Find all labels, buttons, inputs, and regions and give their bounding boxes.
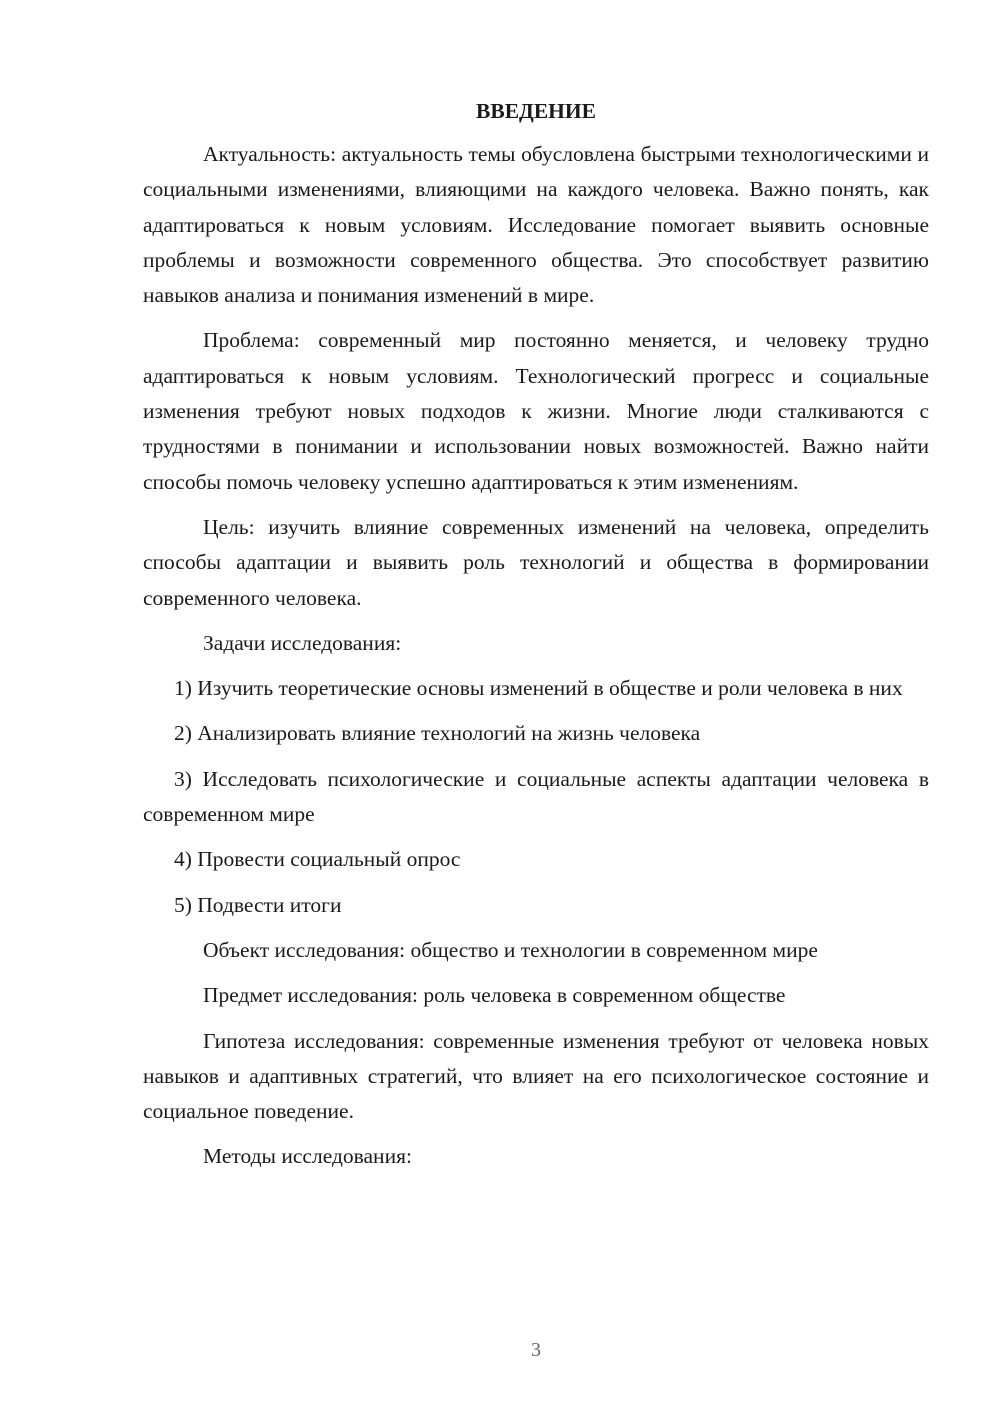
goal-paragraph: Цель: изучить влияние современных изменений на человека, определить способы адаптации и выявить роль технологий и общества в формировании современного человека. bbox=[143, 514, 929, 610]
hypothesis-paragraph: Гипотеза исследования: современные изменения требуют от человека новых навыков и адаптивных стратегий, что влияет на его психологическое состояние и социальное поведение. bbox=[143, 1028, 929, 1124]
methods-heading: Методы исследования: bbox=[203, 1144, 412, 1169]
task-item-4: 4) Провести социальный опрос bbox=[174, 847, 461, 872]
page-number: 3 bbox=[531, 1339, 541, 1361]
relevance-paragraph: Актуальность: актуальность темы обусловлена быстрыми технологическими и социальными изменениями, влияющими на каждого человека. Важно понять, как адаптироваться к новым условиям. Исследование помогает выявить основные проблемы и возможности современного общества. Это способствует развитию навыков анализа и понимания изменений в мире. bbox=[143, 142, 929, 308]
tasks-heading: Задачи исследования: bbox=[203, 630, 402, 655]
problem-paragraph: Проблема: современный мир постоянно меняется, и человеку трудно адаптироваться к новым условиям. Технологический прогресс и социальные изменения требуют новых подходов к жизни. Многие люди сталкиваются с трудностями в понимании и использовании новых возможностей. Важно найти способы помочь человеку успешно адаптироваться к этим изменениям. bbox=[143, 328, 929, 494]
subject-paragraph: Предмет исследования: роль человека в современном обществе bbox=[203, 983, 786, 1008]
task-item-1: 1) Изучить теоретические основы изменений в обществе и роли человека в них bbox=[174, 676, 903, 701]
section-title: ВВЕДЕНИЕ bbox=[476, 99, 596, 123]
object-paragraph: Объект исследования: общество и технологии в современном мире bbox=[203, 937, 818, 962]
task-item-5: 5) Подвести итоги bbox=[174, 892, 342, 917]
page-content bbox=[143, 95, 929, 1185]
task-item-3: 3) Исследовать психологические и социальные аспекты адаптации человека в современном мире bbox=[143, 766, 929, 827]
task-item-2: 2) Анализировать влияние технологий на жизнь человека bbox=[174, 721, 701, 746]
